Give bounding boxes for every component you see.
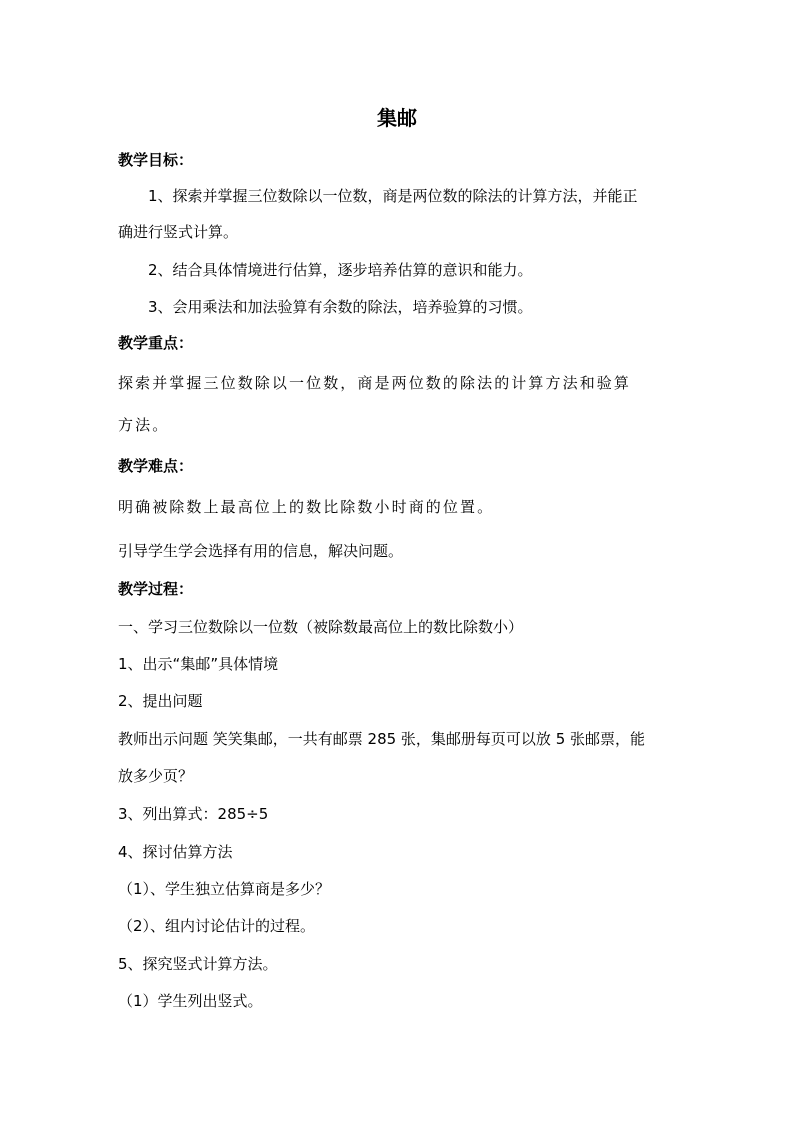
key-points-heading: 教学重点： — [118, 334, 194, 352]
process-step-3: 3、列出算式：285÷5 — [118, 805, 269, 823]
key-points-line-2: 方法。 — [118, 416, 170, 434]
process-step-4-sub-1: （1）、学生独立估算商是多少？ — [118, 880, 331, 898]
goals-heading: 教学目标： — [118, 151, 194, 169]
process-step-4-sub-2: （2）、组内讨论估计的过程。 — [118, 917, 316, 935]
question-line-2: 放多少页？ — [118, 767, 194, 785]
difficulty-heading: 教学难点： — [118, 457, 194, 475]
process-part-1: 一、学习三位数除以一位数（被除数最高位上的数比除数小） — [118, 618, 524, 636]
process-heading: 教学过程： — [118, 580, 194, 598]
process-step-2: 2、提出问题 — [118, 692, 203, 710]
key-points-line-1: 探索并掌握三位数除以一位数，商是两位数的除法的计算方法和验算 — [118, 374, 632, 392]
goal-1-line-2: 确进行竖式计算。 — [118, 223, 239, 241]
process-step-5: 5、探究竖式计算方法。 — [118, 955, 278, 973]
process-step-5-sub-1: （1）学生列出竖式。 — [118, 992, 263, 1010]
goal-2: 2、结合具体情境进行估算，逐步培养估算的意识和能力。 — [148, 261, 533, 279]
question-line-1: 教师出示问题 笑笑集邮，一共有邮票 285 张，集邮册每页可以放 5 张邮票，能 — [118, 730, 646, 748]
process-step-1: 1、出示“集邮”具体情境 — [118, 655, 279, 673]
document-title: 集邮 — [377, 106, 417, 130]
goal-1-line-1: 1、探索并掌握三位数除以一位数，商是两位数的除法的计算方法，并能正 — [148, 187, 638, 205]
goal-3: 3、会用乘法和加法验算有余数的除法，培养验算的习惯。 — [148, 298, 533, 316]
process-step-4: 4、探讨估算方法 — [118, 843, 233, 861]
difficulty-line-2: 引导学生学会选择有用的信息，解决问题。 — [118, 542, 404, 560]
difficulty-line-1: 明确被除数上最高位上的数比除数小时商的位置。 — [118, 498, 495, 516]
